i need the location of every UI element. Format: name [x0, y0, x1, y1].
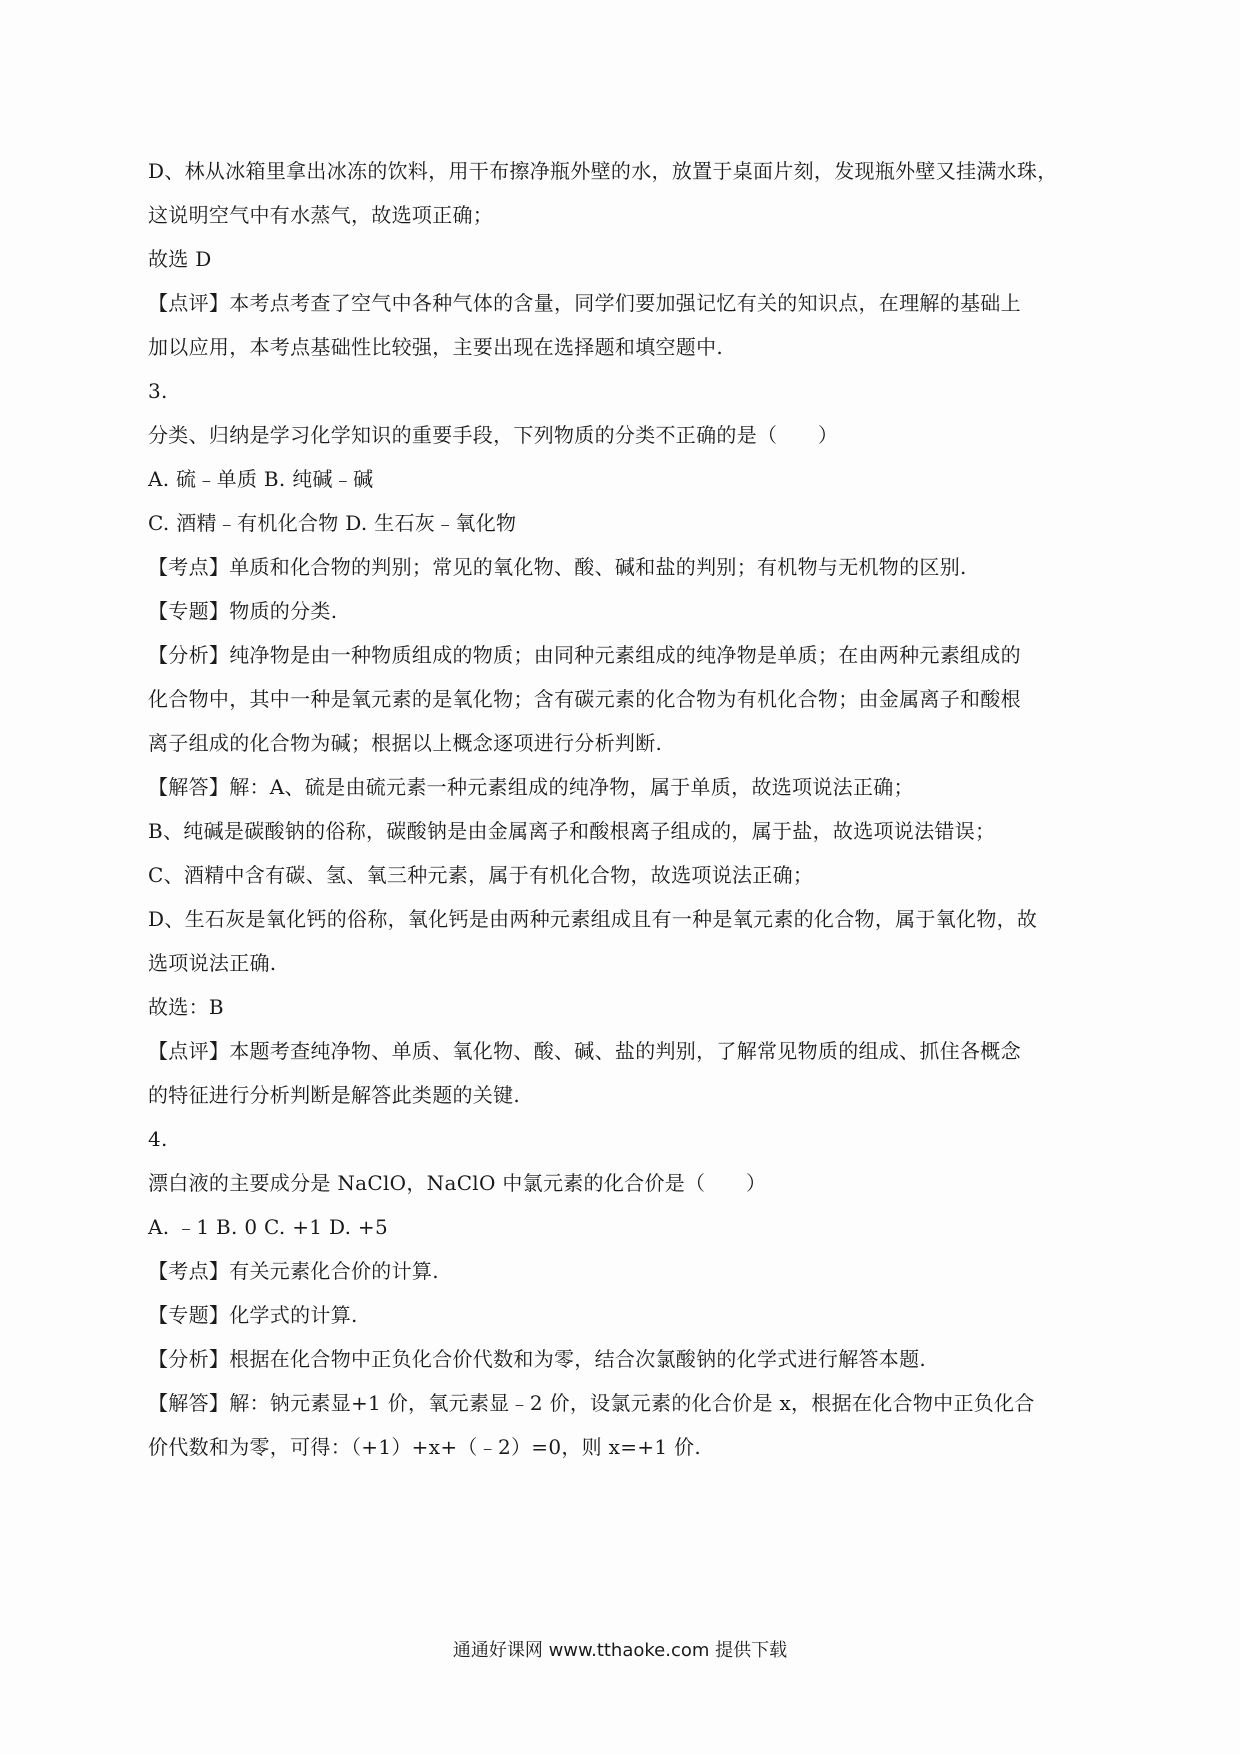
text-line: 这说明空气中有水蒸气，故选项正确；	[148, 203, 494, 227]
text-line: 加以应用，本考点基础性比较强，主要出现在选择题和填空题中.	[148, 335, 724, 359]
solution-line: 【解答】解：钠元素显+1 价，氧元素显﹣2 价，设氯元素的化合价是 x，根据在化合物中正负化合	[148, 1391, 1035, 1415]
text-line: B、纯碱是碳酸钠的俗称，碳酸钠是由金属离子和酸根离子组成的，属于盐，故选项说法错误；	[148, 819, 996, 843]
analysis-line: 【分析】纯净物是由一种物质组成的物质；由同种元素组成的纯净物是单质；在由两种元素组成的	[148, 643, 1021, 667]
text-line: D、林从冰箱里拿出冰冻的饮料，用干布擦净瓶外壁的水，放置于桌面片刻，发现瓶外壁又挂满水珠，	[148, 159, 1058, 183]
knowledge-point-line: 【考点】单质和化合物的判别；常见的氧化物、酸、碱和盐的判别；有机物与无机物的区别.	[148, 555, 967, 579]
question-stem: 分类、归纳是学习化学知识的重要手段，下列物质的分类不正确的是（ ）	[148, 423, 839, 447]
answer-options: A. ﹣1 B. 0 C. +1 D. +5	[148, 1215, 388, 1239]
text-line: 故选 D	[148, 247, 212, 271]
topic-line: 【专题】化学式的计算.	[148, 1303, 358, 1327]
text-line: D、生石灰是氧化钙的俗称，氧化钙是由两种元素组成且有一种是氧元素的化合物，属于氧化物，故	[148, 907, 1038, 931]
text-line: 价代数和为零，可得：（+1）+x+（﹣2）=0，则 x=+1 价.	[148, 1435, 701, 1459]
question-number: 3.	[148, 379, 168, 403]
question-stem: 漂白液的主要成分是 NaClO，NaClO 中氯元素的化合价是（ ）	[148, 1171, 767, 1195]
text-line: 离子组成的化合物为碱；根据以上概念逐项进行分析判断.	[148, 731, 663, 755]
text-line: C、酒精中含有碳、氢、氧三种元素，属于有机化合物，故选项说法正确；	[148, 863, 814, 887]
solution-line: 【解答】解：A、硫是由硫元素一种元素组成的纯净物，属于单质，故选项说法正确；	[148, 775, 914, 799]
answer-line: 故选：B	[148, 995, 224, 1019]
review-line: 【点评】本题考查纯净物、单质、氧化物、酸、碱、盐的判别，了解常见物质的组成、抓住各概念	[148, 1039, 1021, 1063]
answer-options: C. 酒精﹣有机化合物 D. 生石灰﹣氧化物	[148, 511, 517, 535]
knowledge-point-line: 【考点】有关元素化合价的计算.	[148, 1259, 439, 1283]
page-footer: 通通好课网 www.tthaoke.com 提供下载	[452, 1640, 788, 1661]
review-heading-line: 【点评】本考点考查了空气中各种气体的含量，同学们要加强记忆有关的知识点，在理解的基础上	[148, 291, 1021, 315]
analysis-line: 【分析】根据在化合物中正负化合价代数和为零，结合次氯酸钠的化学式进行解答本题.	[148, 1347, 927, 1371]
question-number: 4.	[148, 1127, 168, 1151]
text-line: 的特征进行分析判断是解答此类题的关键.	[148, 1083, 521, 1107]
topic-line: 【专题】物质的分类.	[148, 599, 338, 623]
text-line: 选项说法正确.	[148, 951, 277, 975]
text-line: 化合物中，其中一种是氧元素的是氧化物；含有碳元素的化合物为有机化合物；由金属离子和酸根	[148, 687, 1021, 711]
answer-options: A. 硫﹣单质 B. 纯碱﹣碱	[148, 467, 374, 491]
